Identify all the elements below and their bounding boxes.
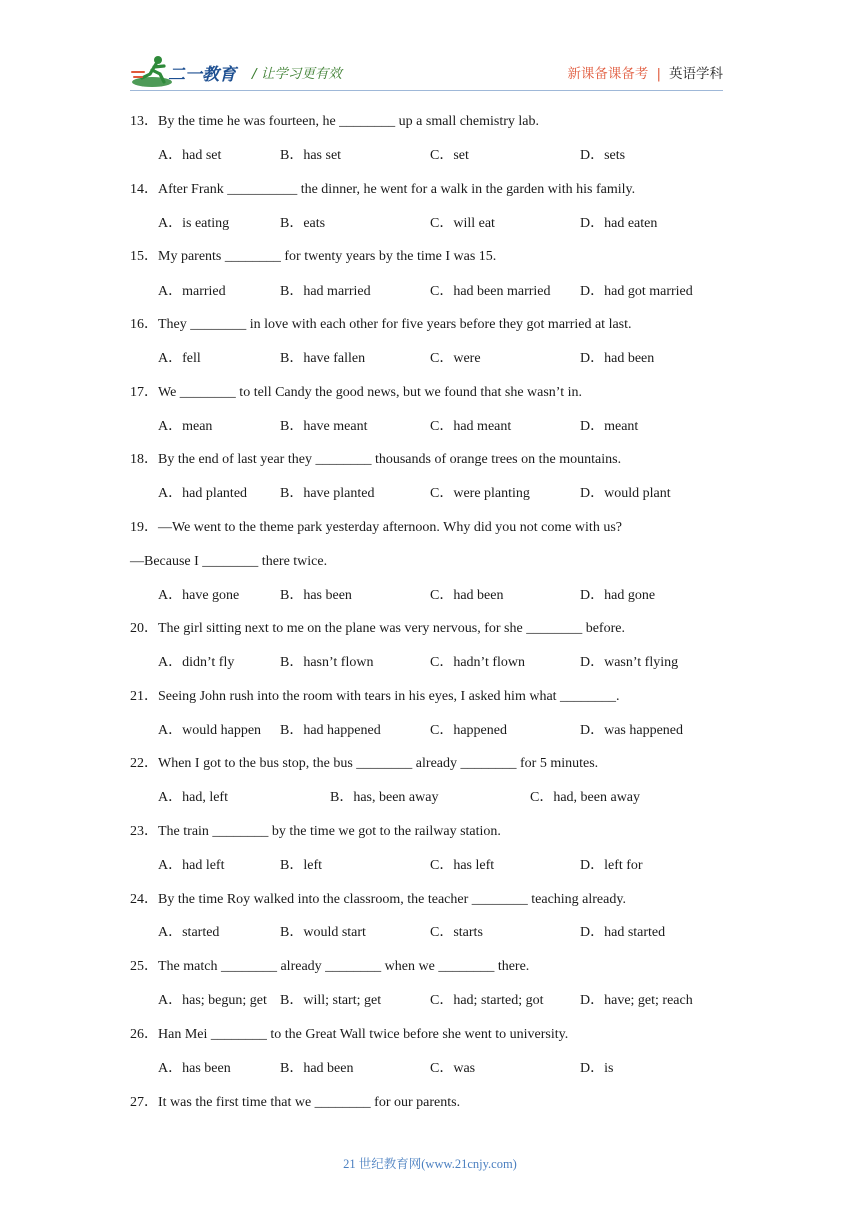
option-a: A．is eating bbox=[158, 216, 230, 231]
option-a: A．fell bbox=[158, 351, 201, 366]
option-b: B．have meant bbox=[280, 419, 368, 434]
option-a: A．have gone bbox=[158, 588, 240, 603]
question-stem: 19．—We went to the theme park yesterday afternoon. Why did you not come with us? bbox=[130, 520, 622, 535]
header-subject bbox=[567, 62, 723, 82]
header-divider bbox=[130, 90, 723, 91]
option-b: B．had been bbox=[280, 1061, 354, 1076]
option-c: C．will eat bbox=[430, 216, 495, 231]
question-stem: 23．The train ________ by the time we got to the railway station. bbox=[130, 824, 501, 839]
option-a: A．had, left bbox=[158, 790, 228, 805]
header-course-label: 新课备课备考 bbox=[567, 66, 649, 82]
option-a: A．had set bbox=[158, 148, 222, 163]
option-d: D．wasn’t flying bbox=[580, 655, 679, 670]
option-b: B．has set bbox=[280, 148, 342, 163]
question-stem: 27．It was the first time that we ________ for our parents. bbox=[130, 1095, 461, 1110]
option-c: C．had, been away bbox=[530, 790, 641, 805]
option-b: B．has been bbox=[280, 588, 352, 603]
option-b: B．had married bbox=[280, 284, 371, 299]
option-c: C．had been bbox=[430, 588, 504, 603]
question-stem-continued: —Because I ________ there twice. bbox=[130, 554, 328, 569]
option-d: D．would plant bbox=[580, 486, 671, 501]
question-stem: 17．We ________ to tell Candy the good news, but we found that she wasn’t in. bbox=[130, 385, 582, 400]
option-c: C．has left bbox=[430, 858, 495, 873]
option-c: C．starts bbox=[430, 925, 483, 940]
question-stem: 18．By the end of last year they ________ thousands of orange trees on the mountains. bbox=[130, 452, 622, 467]
option-d: D．had got married bbox=[580, 284, 693, 299]
option-b: B．eats bbox=[280, 216, 326, 231]
option-b: B．have fallen bbox=[280, 351, 366, 366]
option-c: C．was bbox=[430, 1061, 476, 1076]
option-a: A．had planted bbox=[158, 486, 248, 501]
option-a: A．has; begun; get bbox=[158, 993, 267, 1008]
option-b: B．hasn’t flown bbox=[280, 655, 374, 670]
option-b: B．has, been away bbox=[330, 790, 439, 805]
option-a: A．has been bbox=[158, 1061, 231, 1076]
option-d: D．is bbox=[580, 1061, 614, 1076]
option-d: D．sets bbox=[580, 148, 626, 163]
question-stem: 16．They ________ in love with each other for five years before they got married at last. bbox=[130, 317, 632, 332]
option-d: D．had been bbox=[580, 351, 655, 366]
question-stem: 24．By the time Roy walked into the classroom, the teacher ________ teaching already. bbox=[130, 892, 626, 907]
option-a: A．would happen bbox=[158, 723, 262, 738]
option-a: A．married bbox=[158, 284, 226, 299]
question-stem: 21．Seeing John rush into the room with tears in his eyes, I asked him what ________. bbox=[130, 689, 620, 704]
question-stem: 26．Han Mei ________ to the Great Wall twice before she went to university. bbox=[130, 1027, 569, 1042]
logo-wordmark: 二一教育 bbox=[168, 65, 236, 85]
option-d: D．was happened bbox=[580, 723, 684, 738]
page-header bbox=[0, 0, 860, 100]
option-d: D．have; get; reach bbox=[580, 993, 693, 1008]
question-stem: 14．After Frank __________ the dinner, he went for a walk in the garden with his family. bbox=[130, 182, 636, 197]
option-d: D．meant bbox=[580, 419, 639, 434]
header-subject-label: 英语学科 bbox=[669, 66, 723, 82]
option-d: D．had eaten bbox=[580, 216, 658, 231]
question-stem: 25．The match ________ already ________ when we ________ there. bbox=[130, 959, 530, 974]
option-c: C．had been married bbox=[430, 284, 551, 299]
option-b: B．would start bbox=[280, 925, 366, 940]
option-b: B．have planted bbox=[280, 486, 375, 501]
option-c: C．had; started; got bbox=[430, 993, 544, 1008]
option-c: C．were planting bbox=[430, 486, 530, 501]
option-c: C．had meant bbox=[430, 419, 512, 434]
option-c: C．were bbox=[430, 351, 481, 366]
question-stem: 13．By the time he was fourteen, he ________ up a small chemistry lab. bbox=[130, 114, 540, 129]
header-slogan: / 让学习更有效 bbox=[252, 66, 342, 82]
option-c: C．hadn’t flown bbox=[430, 655, 526, 670]
option-d: D．left for bbox=[580, 858, 643, 873]
option-a: A．started bbox=[158, 925, 220, 940]
question-stem: 15．My parents ________ for twenty years by the time I was 15. bbox=[130, 249, 497, 264]
header-separator: | bbox=[656, 66, 661, 82]
option-c: C．set bbox=[430, 148, 469, 163]
option-d: D．had started bbox=[580, 925, 666, 940]
option-a: A．mean bbox=[158, 419, 213, 434]
question-stem: 22．When I got to the bus stop, the bus ________ already ________ for 5 minutes. bbox=[130, 756, 599, 771]
question-stem: 20．The girl sitting next to me on the plane was very nervous, for she ________ before. bbox=[130, 621, 625, 636]
option-a: A．had left bbox=[158, 858, 225, 873]
option-b: B．left bbox=[280, 858, 322, 873]
option-c: C．happened bbox=[430, 723, 507, 738]
option-a: A．didn’t fly bbox=[158, 655, 235, 670]
page-footer: 21 世纪教育网(www.21cnjy.com) bbox=[343, 1157, 517, 1171]
option-d: D．had gone bbox=[580, 588, 656, 603]
option-b: B．had happened bbox=[280, 723, 381, 738]
option-b: B．will; start; get bbox=[280, 993, 382, 1008]
